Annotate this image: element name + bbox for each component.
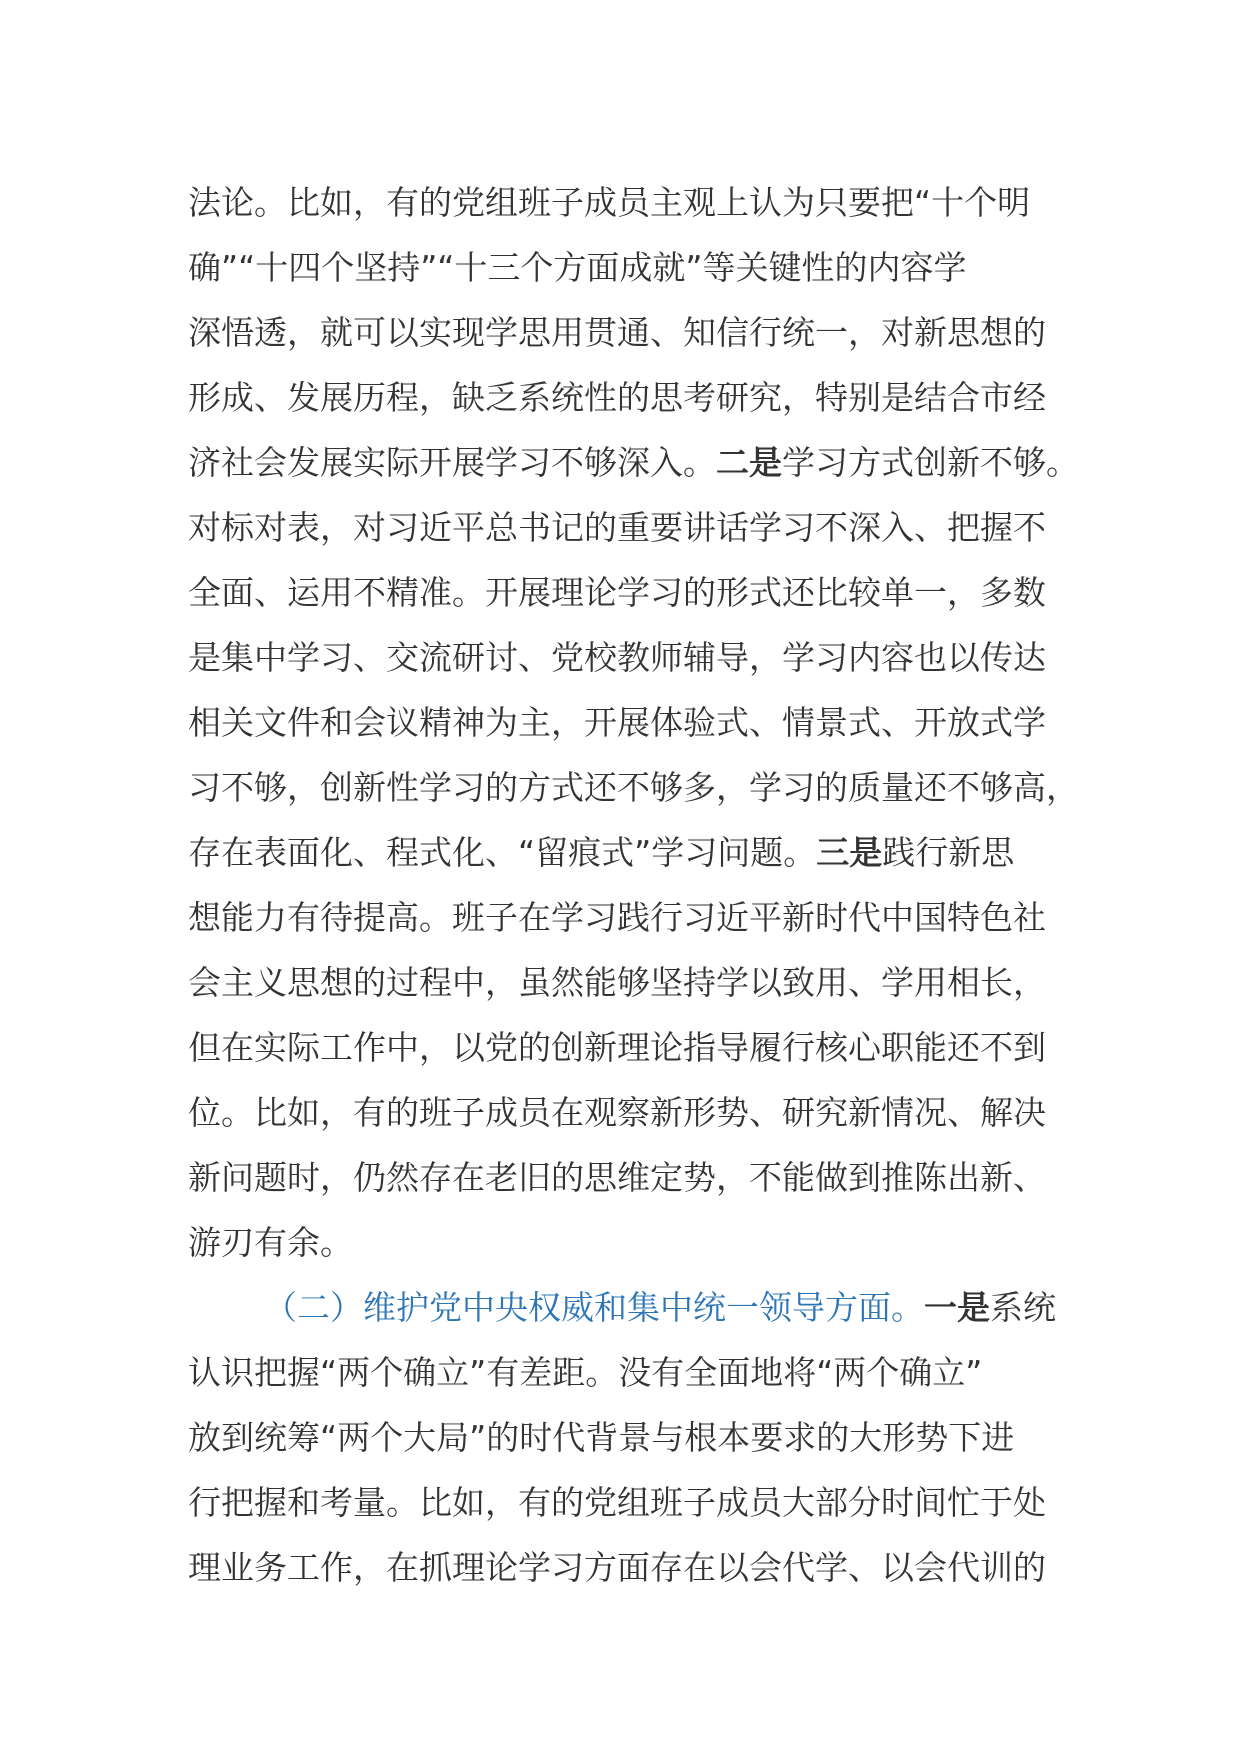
paragraph-line	[188, 885, 1068, 950]
text-segment: 相关文件和会议精神为主，开展体验式、情景式、开放式学	[188, 703, 1046, 742]
text-segment: 济社会发展实际开展学习不够深入。	[188, 443, 716, 482]
text-segment: 放到统筹“两个大局”的时代背景与根本要求的大形势下进	[188, 1418, 1015, 1457]
paragraph-line	[188, 1470, 1068, 1535]
text-segment: 践行新思	[882, 833, 1015, 872]
paragraph-line	[188, 690, 1068, 755]
paragraph-line	[188, 1145, 1068, 1210]
bold-keyword: 一是	[924, 1288, 990, 1327]
bold-keyword: 三是	[816, 833, 883, 872]
text-segment: 存在表面化、程式化、“留痕式”学习问题。	[188, 833, 817, 872]
paragraph-line	[188, 1210, 1068, 1275]
paragraph-line	[188, 1340, 1068, 1405]
paragraph-line	[188, 560, 1068, 625]
text-segment: 形成、发展历程，缺乏系统性的思考研究，特别是结合市经	[188, 378, 1046, 417]
paragraph-line	[188, 300, 1068, 365]
paragraph-line	[188, 170, 1068, 235]
body-text	[188, 170, 1079, 1600]
text-segment: 会主义思想的过程中，虽然能够坚持学以致用、学用相长，	[188, 963, 1046, 1002]
text-segment: 游刃有余。	[188, 1223, 353, 1262]
text-segment: 系统	[990, 1288, 1056, 1327]
text-segment: 位。比如，有的班子成员在观察新形势、研究新情况、解决	[188, 1093, 1046, 1132]
text-segment: 法论。比如，有的党组班子成员主观上认为只要把“十个明	[188, 183, 1031, 222]
text-segment: 是集中学习、交流研讨、党校教师辅导，学习内容也以传达	[188, 638, 1046, 677]
paragraph-line	[188, 1080, 1068, 1145]
text-segment: 对标对表，对习近平总书记的重要讲话学习不深入、把握不	[188, 508, 1046, 547]
text-segment: 深悟透，就可以实现学思用贯通、知信行统一，对新思想的	[188, 313, 1046, 352]
text-segment: 全面、运用不精准。开展理论学习的形式还比较单一，多数	[188, 573, 1046, 612]
paragraph-line	[188, 1015, 1068, 1080]
paragraph-line	[188, 365, 1068, 430]
paragraph-line	[188, 235, 1068, 300]
paragraph-line	[188, 1535, 1068, 1600]
text-segment: 习不够，创新性学习的方式还不够多，学习的质量还不够高，	[188, 768, 1079, 807]
section-heading: （二）维护党中央权威和集中统一领导方面。	[264, 1288, 924, 1327]
paragraph-line	[188, 495, 1068, 560]
text-segment: 但在实际工作中，以党的创新理论指导履行核心职能还不到	[188, 1028, 1046, 1067]
text-segment: 想能力有待提高。班子在学习践行习近平新时代中国特色社	[188, 898, 1046, 937]
paragraph-line	[188, 950, 1068, 1015]
text-segment: 认识把握“两个确立”有差距。没有全面地将“两个确立”	[188, 1353, 983, 1392]
text-segment: 新问题时，仍然存在老旧的思维定势，不能做到推陈出新、	[188, 1158, 1046, 1197]
text-segment: 确”“十四个坚持”“十三个方面成就”等关键性的内容学	[188, 248, 967, 287]
text-segment: 行把握和考量。比如，有的党组班子成员大部分时间忙于处	[188, 1483, 1046, 1522]
paragraph-line	[188, 625, 1068, 690]
paragraph-line	[188, 755, 1079, 820]
paragraph-line	[188, 820, 1068, 885]
paragraph-line	[188, 430, 1079, 495]
section-heading-line	[188, 1275, 1068, 1340]
text-segment: 学习方式创新不够。	[782, 443, 1079, 482]
bold-keyword: 二是	[716, 443, 782, 482]
paragraph-line	[188, 1405, 1068, 1470]
text-segment: 理业务工作，在抓理论学习方面存在以会代学、以会代训的	[188, 1548, 1046, 1587]
